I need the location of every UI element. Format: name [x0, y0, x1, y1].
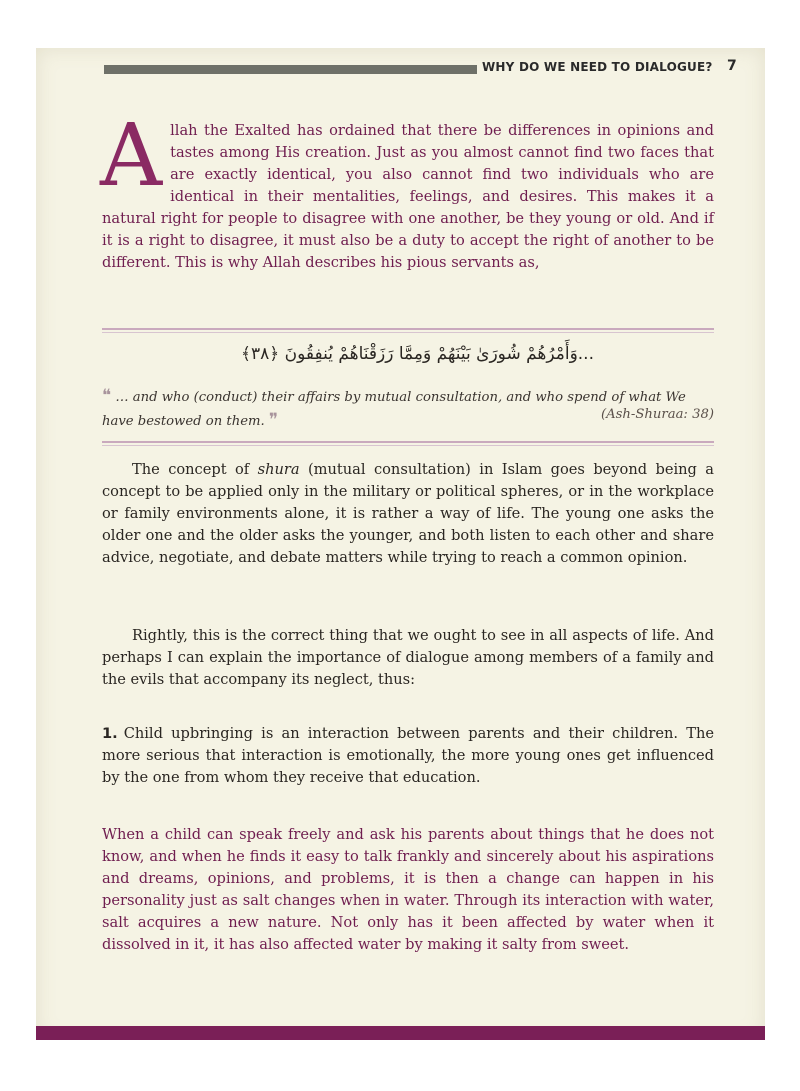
footer-accent-band — [36, 1026, 765, 1040]
verse-citation: (Ash-Shuraa: 38) — [601, 407, 714, 422]
p1-start: The concept of — [132, 461, 258, 478]
intro-text: llah the Exalted has ordained that there be differences in opinions and tastes among His creation. Just as you almost cannot find two faces that are exactly identical, you also cannot find two individuals who are identical in their mentalities, feelings, and desires. This makes it a natural right for people to disagree with one another, be they young or old. And if it is a right to disagree, it must also be a duty to accept the right of another to be different. This is why Allah describes his pious servants as, — [102, 122, 714, 271]
quote-bottom-rule — [102, 441, 714, 443]
paragraph-shura — [102, 459, 714, 569]
paragraph-child-speaks: When a child can speak freely and ask his parents about things that he does not know, and when he finds it easy to talk frankly and sincerely about his aspirations and dreams, opinions, and problems, it is then a change can happen in his personality just as salt changes when in water. Through its interaction with water, salt acquires a new nature. Not only has it been affected by water when it dissolved in it, it has also affected water by making it salty from sweet. — [102, 826, 714, 953]
paragraph-rightly: Rightly, this is the correct thing that we ought to see in all aspects of life. And perhaps I can explain the importance of dialogue among members of a family and the evils that accompany its neglect, thus: — [102, 627, 714, 688]
list-number: 1. — [102, 725, 118, 742]
p1-term-shura: shura — [257, 461, 300, 478]
close-quote-mark: ❞ — [268, 410, 279, 430]
header-rule-bar — [104, 65, 477, 74]
paragraph-point-1 — [102, 723, 714, 789]
drop-cap-letter: A — [100, 106, 163, 206]
page-number: 7 — [727, 58, 737, 74]
translation-text: … and who (conduct) their affairs by mutual consultation, and who spend of what We have bestowed on them. — [102, 390, 686, 429]
quote-top-rule-thin — [102, 332, 714, 333]
quran-quote-block — [102, 323, 714, 449]
open-quote-mark: ❝ — [102, 386, 112, 406]
intro-paragraph — [100, 106, 714, 274]
quote-bottom-rule-thin — [102, 445, 714, 446]
point-1-text: Child upbringing is an interaction between parents and their children. The more serious that interaction is emotionally, the more young ones get influenced by the one from whom they receive that education. — [102, 725, 714, 786]
book-page — [36, 48, 765, 1040]
p1-rest: (mutual consultation) in Islam goes beyond being a concept to be applied only in the military or political spheres, or in the workplace or family environments alone, it is rather a way of life. The young one asks the older one and the older asks the younger, and both listen to each other and share advice, negotiate, and debate matters while trying to reach a common opinion. — [102, 461, 714, 566]
arabic-verse: ...وَأَمْرُهُمْ شُورَىٰ بَيْنَهُمْ وَمِمَّا رَزَقْنَاهُمْ يُنفِقُونَ ﴿٣٨﴾ — [241, 344, 594, 364]
quote-top-rule — [102, 328, 714, 330]
running-header-title: WHY DO WE NEED TO DIALOGUE? — [482, 60, 713, 74]
